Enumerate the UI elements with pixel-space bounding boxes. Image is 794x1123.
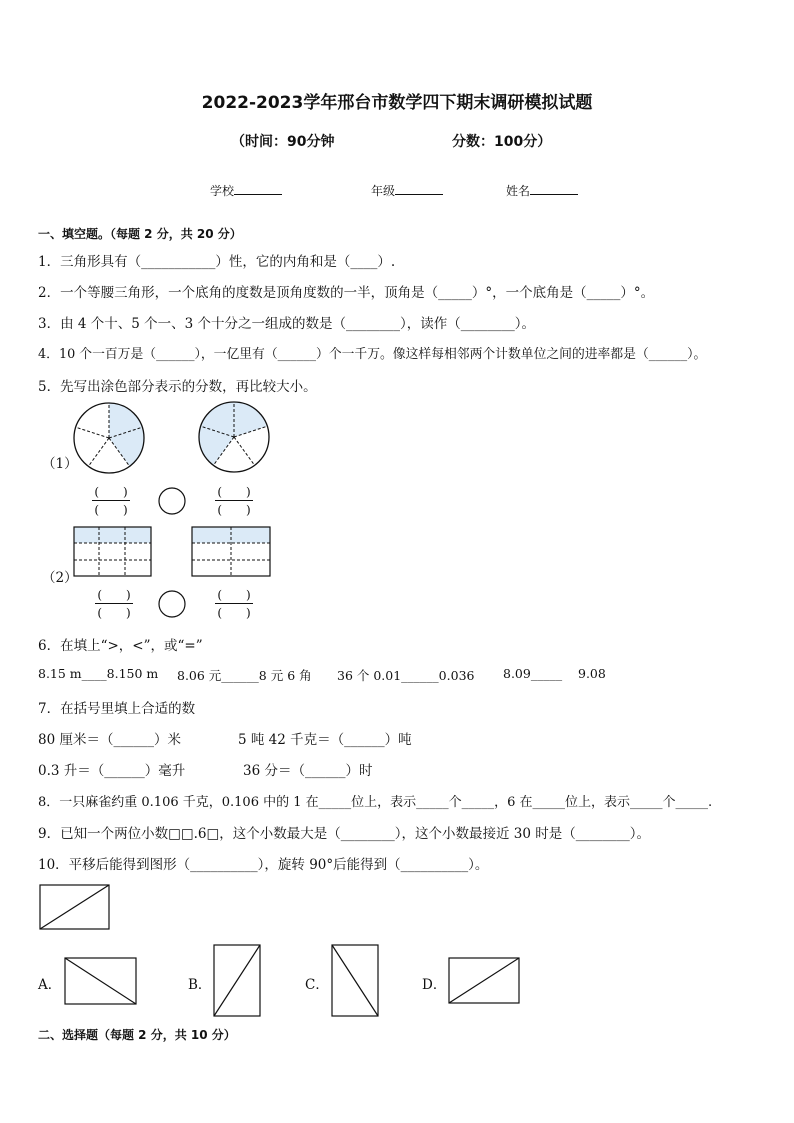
question-1: 1．三角形具有（___________）性，它的内角和是（____）. [38, 254, 396, 270]
q10-original-figure [40, 885, 109, 929]
q7-item-1: 80 厘米＝（______）米 [38, 732, 181, 748]
name-label: 姓名 [506, 184, 531, 198]
section1-title: 一、填空题。（每题 2 分，共 20 分） [38, 227, 242, 241]
q10-option-b-label[interactable]: B． [188, 977, 212, 993]
q10-option-c-figure[interactable] [332, 945, 378, 1016]
q6-item-5: 9.08 [578, 666, 606, 681]
question-9: 9．已知一个两位小数□□.6□，这个小数最大是（________），这个小数最接近 30 时是（________）。 [38, 826, 650, 842]
section2-title: 二、选择题（每题 2 分，共 10 分） [38, 1028, 236, 1042]
q10-option-b-figure[interactable] [214, 945, 260, 1016]
exam-time: （时间：90分钟 [231, 134, 335, 150]
school-label: 学校 [210, 184, 235, 198]
fraction-blank-1[interactable]: ( ) ( ) [86, 483, 136, 519]
question-8: 8．一只麻雀约重 0.106 千克，0.106 中的 1 在_____位上，表示_____个_____，6 在_____位上，表示_____个_____. [38, 795, 713, 810]
q6-item-3: 36 个 0.01______0.036 [337, 668, 475, 683]
question-10: 10．平移后能得到图形（__________），旋转 90°后能得到（__________）。 [38, 857, 489, 873]
q6-item-2: 8.06 元______8 元 6 角 [177, 668, 312, 683]
q10-figures [0, 870, 794, 1020]
question-5: 5．先写出涂色部分表示的分数，再比较大小。 [38, 379, 317, 395]
question-3: 3．由 4 个十、5 个一、3 个十分之一组成的数是（________），读作（________）。 [38, 316, 536, 332]
q10-option-a-figure[interactable] [65, 958, 136, 1004]
q7-item-4: 36 分＝（______）时 [243, 763, 373, 779]
rect-fraction-1 [74, 527, 151, 576]
q10-option-d-label[interactable]: D． [422, 977, 447, 993]
question-7: 7．在括号里填上合适的数 [38, 701, 196, 717]
circle-fraction-2 [199, 402, 269, 472]
question-4: 4．10 个一百万是（______），一亿里有（______）个一千万。像这样每相邻两个计数单位之间的进率都是（______）。 [38, 347, 707, 362]
fraction-blank-2[interactable]: ( ) ( ) [209, 483, 259, 519]
compare-circle-2[interactable] [159, 591, 185, 617]
grade-label: 年级 [371, 184, 396, 198]
q6-item-1: 8.15 m____8.150 m [38, 666, 159, 681]
fraction-blank-3[interactable]: ( ) ( ) [89, 586, 139, 622]
q7-item-2: 5 吨 42 千克＝（______）吨 [238, 732, 412, 748]
question-2: 2．一个等腰三角形，一个底角的度数是顶角度数的一半，顶角是（_____）°，一个底角是（_____）°。 [38, 285, 655, 301]
fraction-blank-4[interactable]: ( ) ( ) [209, 586, 259, 622]
q10-option-a-label[interactable]: A． [38, 977, 62, 993]
page-title: 2022-2023学年邢台市数学四下期末调研模拟试题 [201, 93, 593, 113]
exam-score: 分数：100分） [452, 134, 552, 150]
circle-fraction-1 [74, 403, 144, 473]
q6-item-4: 8.09_____ [503, 666, 563, 681]
compare-circle-1[interactable] [159, 488, 185, 514]
q7-item-3: 0.3 升＝（______）毫升 [38, 763, 186, 779]
question-6: 6．在填上“>，<”，或“=” [38, 638, 203, 654]
q5-label-2: （2） [42, 570, 78, 586]
q10-option-d-figure[interactable] [449, 958, 519, 1003]
rect-fraction-2 [192, 527, 270, 576]
q10-option-c-label[interactable]: C． [305, 977, 329, 993]
q5-label-1: （1） [42, 456, 78, 472]
